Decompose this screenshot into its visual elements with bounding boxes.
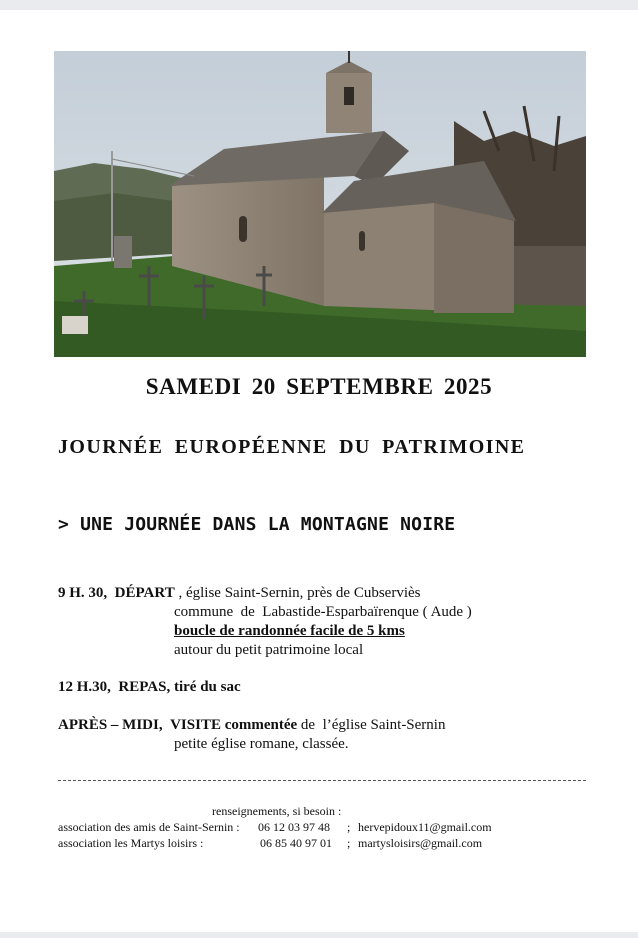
- dashed-separator: [58, 780, 586, 781]
- contact-phone-2: 06 85 40 97 01: [260, 836, 332, 850]
- repas-line: [58, 679, 241, 696]
- contact-org-2: association les Martys loisirs :: [58, 836, 204, 850]
- document-page: [0, 10, 638, 932]
- contact-sep-1: ;: [347, 820, 351, 834]
- contact-org-1: association des amis de Saint-Sernin :: [58, 820, 240, 834]
- depart-line: [58, 585, 421, 602]
- depart-commune: commune de Labastide-Esparbaïrenque ( Aude ): [174, 604, 472, 620]
- contact-heading: renseignements, si besoin :: [212, 804, 342, 818]
- visite-line: [58, 717, 445, 734]
- contact-email-2[interactable]: martysloisirs@gmail.com: [358, 836, 483, 850]
- date-heading: SAMEDI 20 SEPTEMBRE 2025: [145, 374, 493, 399]
- subtitle: > UNE JOURNÉE DANS LA MONTAGNE NOIRE: [58, 514, 456, 535]
- contact-phone-1: 06 12 03 97 48: [258, 820, 330, 834]
- visite-place: de l’église Saint-Sernin: [297, 717, 446, 733]
- contact-sep-2: ;: [347, 836, 351, 850]
- contact-email-1[interactable]: hervepidoux11@gmail.com: [358, 820, 492, 834]
- depart-label: DÉPART: [114, 585, 175, 601]
- depart-time: 9 H. 30,: [58, 585, 108, 601]
- church-photo: [54, 51, 586, 357]
- repas-time: 12 H.30,: [58, 679, 111, 695]
- church-illustration: [54, 51, 586, 357]
- visite-time: APRÈS – MIDI,: [58, 717, 163, 733]
- depart-hike: boucle de randonnée facile de 5 kms: [174, 623, 405, 639]
- depart-place: , église Saint-Sernin, près de Cubserviès: [174, 585, 421, 601]
- visite-detail: petite église romane, classée.: [174, 736, 349, 752]
- event-title: JOURNÉE EUROPÉENNE DU PATRIMOINE: [58, 436, 526, 458]
- visite-label: VISITE commentée: [170, 717, 298, 733]
- depart-around: autour du petit patrimoine local: [174, 642, 364, 658]
- repas-label: REPAS, tiré du sac: [118, 679, 241, 695]
